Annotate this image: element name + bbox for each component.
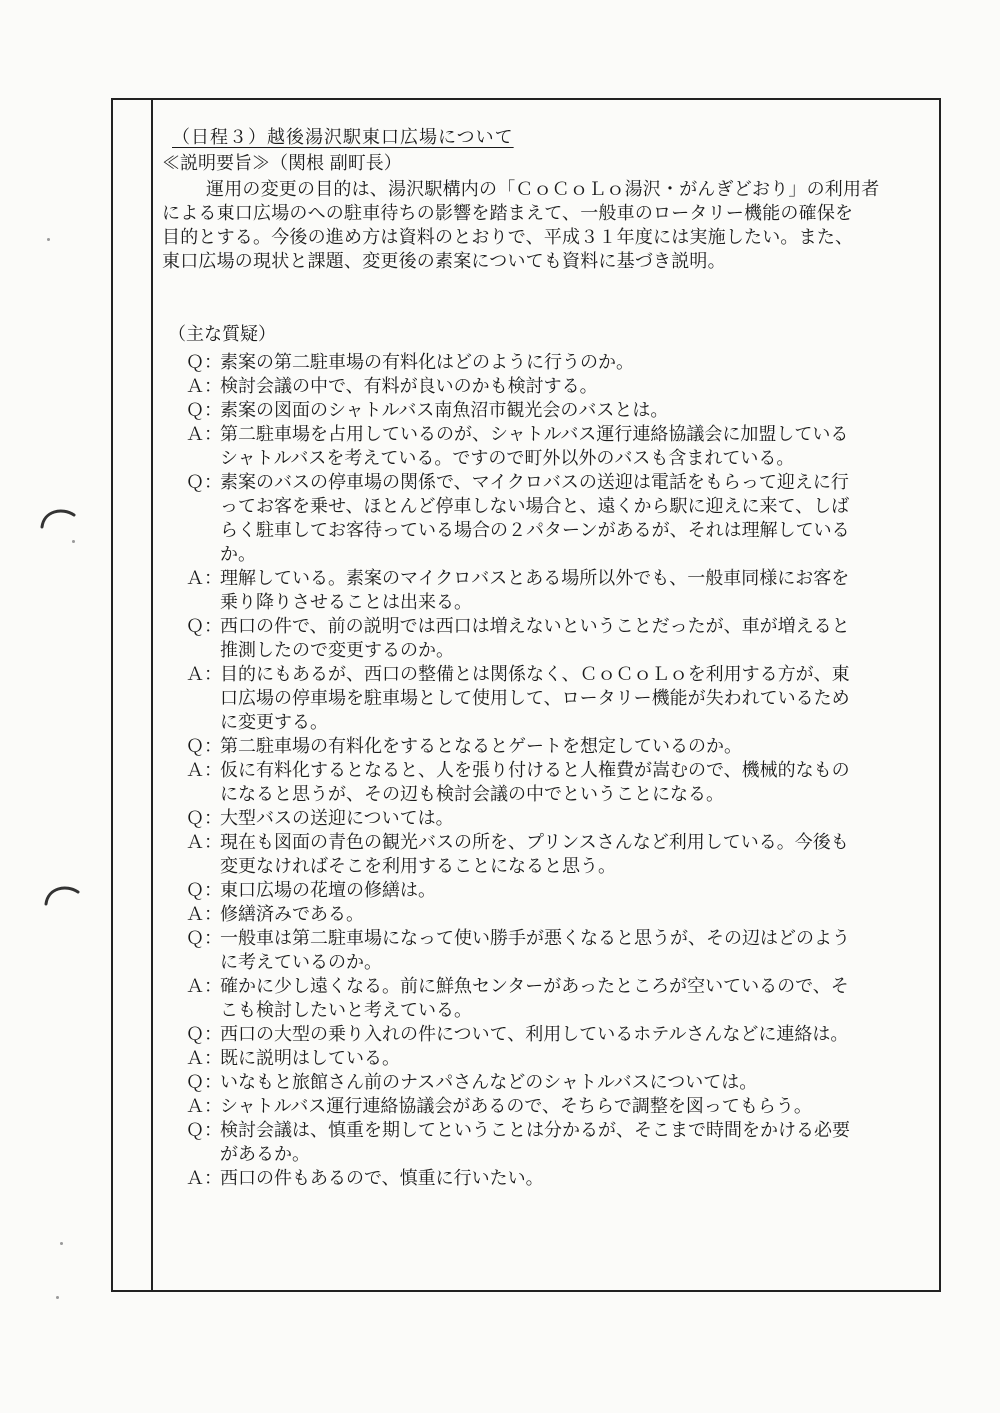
qa-text-line: 西口の件で、前の説明では西口は増えないということだったが、車が増えると [220, 616, 850, 637]
qa-text-line: 西口の大型の乗り入れの件について、利用しているホテルさんなどに連絡は。 [220, 1024, 849, 1045]
answer-item [162, 975, 934, 1023]
qa-text-line: 第二駐車場を占用しているのが、シャトルバス運行連絡協議会に加盟している [220, 424, 849, 445]
qa-marker: Ｑ： [186, 400, 222, 421]
qa-text-line: こも検討したいと考えている。 [220, 1000, 472, 1021]
question-item [162, 1119, 934, 1167]
answer-item [162, 567, 934, 615]
question-item [162, 1071, 934, 1095]
qa-marker: Ａ： [186, 1096, 222, 1117]
qa-marker: Ａ： [186, 904, 222, 925]
qa-text-line: があるか。 [220, 1144, 310, 1165]
question-item [162, 879, 934, 903]
qa-text-line: 目的にもあるが、西口の整備とは関係なく、ＣｏＣｏＬｏを利用する方が、東 [220, 664, 850, 685]
qa-marker: Ｑ： [186, 736, 222, 757]
question-item [162, 1023, 934, 1047]
qa-text-line: 素案の第二駐車場の有料化はどのように行うのか。 [220, 352, 634, 373]
qa-marker: Ｑ： [186, 352, 222, 373]
qa-text-line: 西口の件もあるので、慎重に行いたい。 [220, 1168, 544, 1189]
qa-text-line: 一般車は第二駐車場になって使い勝手が悪くなると思うが、その辺はどのよう [220, 928, 850, 949]
margin-divider-line [151, 98, 153, 1292]
qa-text-line: 検討会議は、慎重を期してということは分かるが、そこまで時間をかける必要 [220, 1120, 850, 1141]
agenda-heading: （日程３）越後湯沢駅東口広場について [172, 127, 514, 148]
answer-item [162, 663, 934, 735]
qa-marker: Ａ： [186, 832, 222, 853]
qa-marker: Ｑ： [186, 1072, 222, 1093]
qa-marker: Ａ： [186, 664, 222, 685]
answer-item [162, 759, 934, 807]
qa-text-line: 素案の図面のシャトルバス南魚沼市観光会のバスとは。 [220, 400, 669, 421]
qa-text-line: 仮に有料化するとなると、人を張り付けると人権費が嵩むので、機械的なもの [220, 760, 850, 781]
qa-list [162, 351, 934, 1191]
qa-marker: Ｑ： [186, 1120, 222, 1141]
qa-marker: Ｑ： [186, 472, 222, 493]
qa-marker: Ａ： [186, 1168, 222, 1189]
qa-marker: Ｑ： [186, 880, 222, 901]
qa-text-line: 推測したので変更するのか。 [220, 640, 454, 661]
qa-text-line: 素案のバスの停車場の関係で、マイクロバスの送迎は電話をもらって迎えに行 [220, 472, 849, 493]
minutes-content [162, 126, 934, 1191]
summary-line: 運用の変更の目的は、湯沢駅構内の「ＣｏＣｏＬｏ湯沢・がんぎどおり」の利用者 [206, 179, 880, 200]
qa-text-line: 修繕済みである。 [220, 904, 364, 925]
qa-text-line: らく駐車してお客待っている場合の２パターンがあるが、それは理解している [220, 520, 850, 541]
question-item [162, 807, 934, 831]
qa-text-line: 現在も図面の青色の観光バスの所を、プリンスさんなど利用している。今後も [220, 832, 849, 853]
qa-marker: Ｑ： [186, 928, 222, 949]
qa-text-line: 口広場の停車場を駐車場として使用して、ロータリー機能が失われているため [220, 688, 850, 709]
qa-text-line: 既に説明はしている。 [220, 1048, 400, 1069]
qa-text-line: 乗り降りさせることは出来る。 [220, 592, 472, 613]
qa-title: （主な質疑） [168, 324, 276, 345]
answer-item [162, 1047, 934, 1071]
summary-line: 東口広場の現状と課題、変更後の素案についても資料に基づき説明。 [162, 251, 726, 272]
answer-item [162, 375, 934, 399]
qa-marker: Ｑ： [186, 616, 222, 637]
qa-text-line: ってお客を乗せ、ほとんど停車しない場合と、遠くから駅に迎えに来て、しば [220, 496, 850, 517]
question-item [162, 735, 934, 759]
answer-item [162, 903, 934, 927]
question-item [162, 615, 934, 663]
summary-line: 目的とする。今後の進め方は資料のとおりで、平成３１年度には実施したい。また、 [162, 227, 854, 248]
qa-text-line: シャトルバス運行連絡協議会があるので、そちらで調整を図ってもらう。 [220, 1096, 812, 1117]
answer-item [162, 1167, 934, 1191]
answer-item [162, 831, 934, 879]
qa-text-line: か。 [220, 544, 256, 565]
qa-text-line: 第二駐車場の有料化をするとなるとゲートを想定しているのか。 [220, 736, 742, 757]
qa-text-line: いなもと旅館さん前のナスパさんなどのシャトルバスについては。 [220, 1072, 758, 1093]
qa-text-line: 検討会議の中で、有料が良いのかも検討する。 [220, 376, 598, 397]
qa-text-line: 理解している。素案のマイクロバスとある場所以外でも、一般車同様にお客を [220, 568, 850, 589]
qa-marker: Ａ： [186, 376, 222, 397]
summary-paragraph [162, 178, 934, 274]
qa-text-line: になると思うが、その辺も検討会議の中でということになる。 [220, 784, 724, 805]
qa-text-line: 東口広場の花壇の修繕は。 [220, 880, 436, 901]
answer-item [162, 423, 934, 471]
qa-text-line: 変更なければそこを利用することになると思う。 [220, 856, 616, 877]
qa-text-line: に変更する。 [220, 712, 328, 733]
explanation-label: ≪説明要旨≫（関根 副町長） [162, 153, 402, 174]
punch-hole-icon [40, 505, 76, 529]
question-item [162, 351, 934, 375]
qa-marker: Ａ： [186, 1048, 222, 1069]
qa-text-line: 確かに少し遠くなる。前に鮮魚センターがあったところが空いているので、そ [220, 976, 849, 997]
punch-hole-icon [44, 882, 80, 906]
qa-text-line: に考えているのか。 [220, 952, 382, 973]
question-item [162, 927, 934, 975]
qa-marker: Ｑ： [186, 808, 222, 829]
qa-marker: Ａ： [186, 424, 222, 445]
qa-marker: Ａ： [186, 760, 222, 781]
question-item [162, 399, 934, 423]
summary-line: による東口広場のへの駐車待ちの影響を踏まえて、一般車のロータリー機能の確保を [162, 203, 854, 224]
qa-marker: Ｑ： [186, 1024, 222, 1045]
question-item [162, 471, 934, 567]
answer-item [162, 1095, 934, 1119]
qa-text-line: 大型バスの送迎については。 [220, 808, 454, 829]
qa-marker: Ａ： [186, 976, 222, 997]
qa-marker: Ａ： [186, 568, 222, 589]
qa-text-line: シャトルバスを考えている。ですので町外以外のバスも含まれている。 [220, 448, 795, 469]
